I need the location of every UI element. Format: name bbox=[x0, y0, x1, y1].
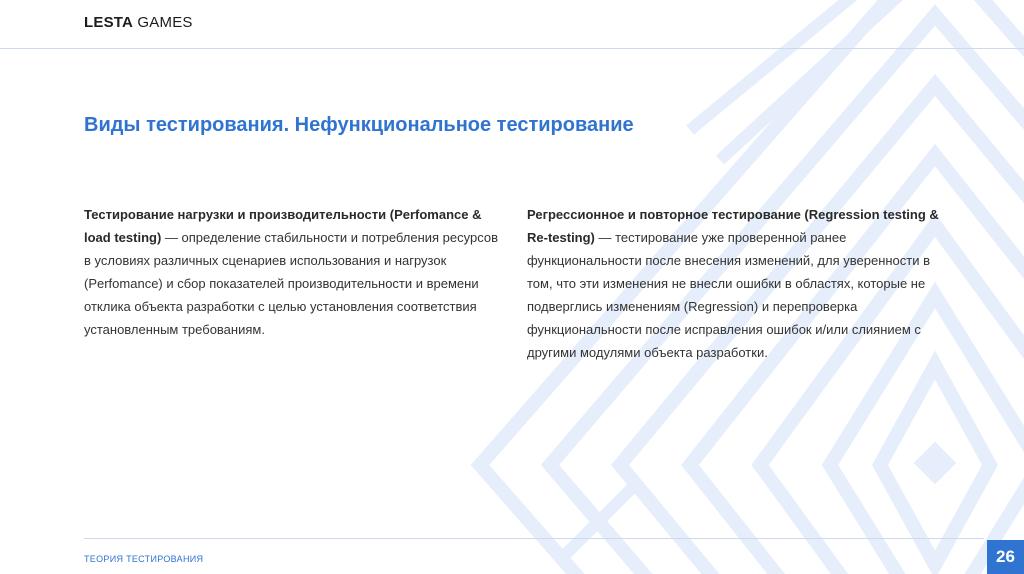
regression-testing-description: — тестирование уже проверенной ранее функциональности после внесения изменений, для уверенности в том, что эти изменения не внесли ошибки в областях, которые не подверглись изменениям (Regression) и перепроверка функциональности после исправления ошибок и/или слиянием с другими модулями объекта разработки. bbox=[527, 230, 931, 360]
performance-testing-description: — определение стабильности и потребления ресурсов в условиях различных сценариев использования и нагрузок (Perfomance) и сбор показателей производительности и времени отклика объекта разработки с целью установления соответствия установленным требованиям. bbox=[84, 230, 498, 337]
slide-title: Виды тестирования. Нефункциональное тестирование bbox=[84, 114, 634, 136]
page-number-badge: 26 bbox=[987, 540, 1024, 574]
footer-section-label: ТЕОРИЯ ТЕСТИРОВАНИЯ bbox=[84, 554, 204, 564]
performance-testing-paragraph bbox=[84, 203, 504, 341]
header-divider bbox=[0, 48, 1024, 49]
pattern-center-square bbox=[914, 442, 956, 484]
performance-testing-term: Тестирование нагрузки и производительности (Perfomance & load testing) bbox=[84, 207, 482, 245]
lesta-games-logo bbox=[84, 14, 193, 31]
footer-divider bbox=[84, 538, 984, 539]
regression-testing-paragraph bbox=[527, 203, 947, 364]
logo-word-lesta: LESTA bbox=[84, 14, 134, 31]
regression-testing-term: Регрессионное и повторное тестирование (Regression testing & Re-testing) bbox=[527, 207, 939, 245]
logo-word-games: GAMES bbox=[133, 14, 193, 31]
